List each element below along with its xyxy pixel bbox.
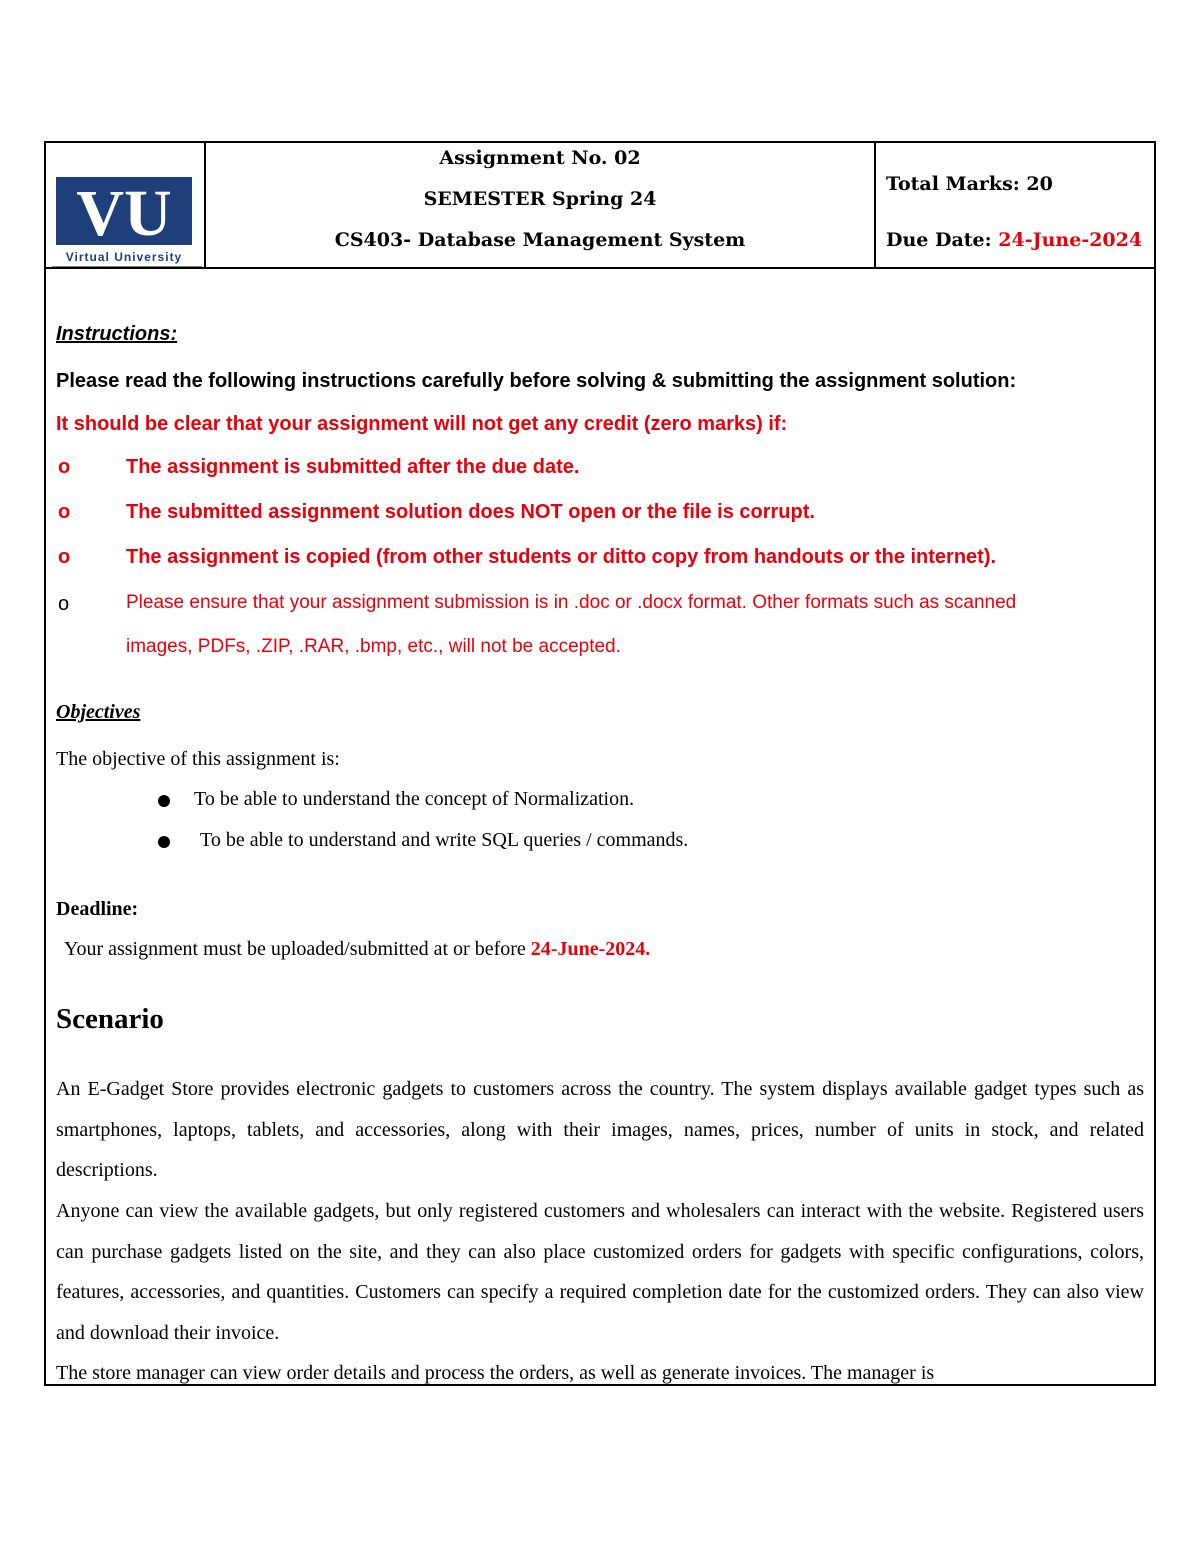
semester: SEMESTER Spring 24 [423,188,657,210]
deadline-text: Your assignment must be uploaded/submitted at or before 24-June-2024. [64,938,651,960]
instruction-item: The assignment is copied (from other students or ditto copy from handouts or the internet). [126,546,997,568]
format-note-line1: Please ensure that your assignment submission is in .doc or .docx format. Other formats such as scanned [126,592,1017,613]
logo-cell [46,143,206,267]
scenario-paragraph: An E-Gadget Store provides electronic gadgets to customers across the country. The system displays available gadget types such as smartphones, laptops, tablets, and accessories, along with their images, names, prices, number of units in stock, and related descriptions. [56,1078,1144,1181]
course-title: CS403- Database Management System [334,229,746,251]
vu-logo [52,173,202,269]
header-table [46,143,1154,269]
instructions-warning: It should be clear that your assignment will not get any credit (zero marks) if: [56,413,788,435]
format-note-line2: images, PDFs, .ZIP, .RAR, .bmp, etc., will not be accepted. [126,636,621,657]
assignment-frame [44,141,1156,1386]
objectives-heading: Objectives [56,701,141,723]
deadline-date: 24-June-2024. [530,938,651,960]
bullet-marker: o [58,593,70,615]
bullet-dot-icon [158,836,170,848]
bullet-marker: o [58,456,71,478]
objective-item: To be able to understand and write SQL queries / commands. [200,829,689,851]
svg-text:Virtual University: Virtual University [65,250,183,264]
instruction-item: The submitted assignment solution does NOT open or the file is corrupt. [126,501,815,523]
bullet-dot-icon [158,795,170,807]
scenario-paragraph: The store manager can view order details and process the orders, as well as generate invoices. The manager is [56,1362,935,1384]
header-marks-cell [876,143,1154,267]
header-title-cell [206,143,876,267]
due-date-value: 24-June-2024 [998,229,1143,251]
objective-item: To be able to understand the concept of Normalization. [194,788,635,810]
instructions-heading: Instructions: [56,323,178,345]
due-date: Due Date: 24-June-2024 [886,229,1143,251]
bullet-marker: o [58,501,71,523]
scenario-paragraph: Anyone can view the available gadgets, but only registered customers and wholesalers can interact with the website. Registered users can purchase gadgets listed on the site, and they can also place customized orders for gadgets with specific configurations, colors, features, accessories, and quantities. Customers can specify a required completion date for the customized orders. They can also view and download their invoice. [56,1200,1144,1344]
svg-text:VU: VU [76,177,172,250]
deadline-heading: Deadline: [56,898,139,920]
scenario-heading: Scenario [56,1003,164,1035]
instruction-item: The assignment is submitted after the due date. [126,456,580,478]
objectives-intro: The objective of this assignment is: [56,748,340,770]
instructions-intro: Please read the following instructions carefully before solving & submitting the assignment solution: [56,370,1017,392]
bullet-marker: o [58,546,71,568]
total-marks: Total Marks: 20 [886,173,1053,195]
assignment-number: Assignment No. 02 [439,147,641,169]
